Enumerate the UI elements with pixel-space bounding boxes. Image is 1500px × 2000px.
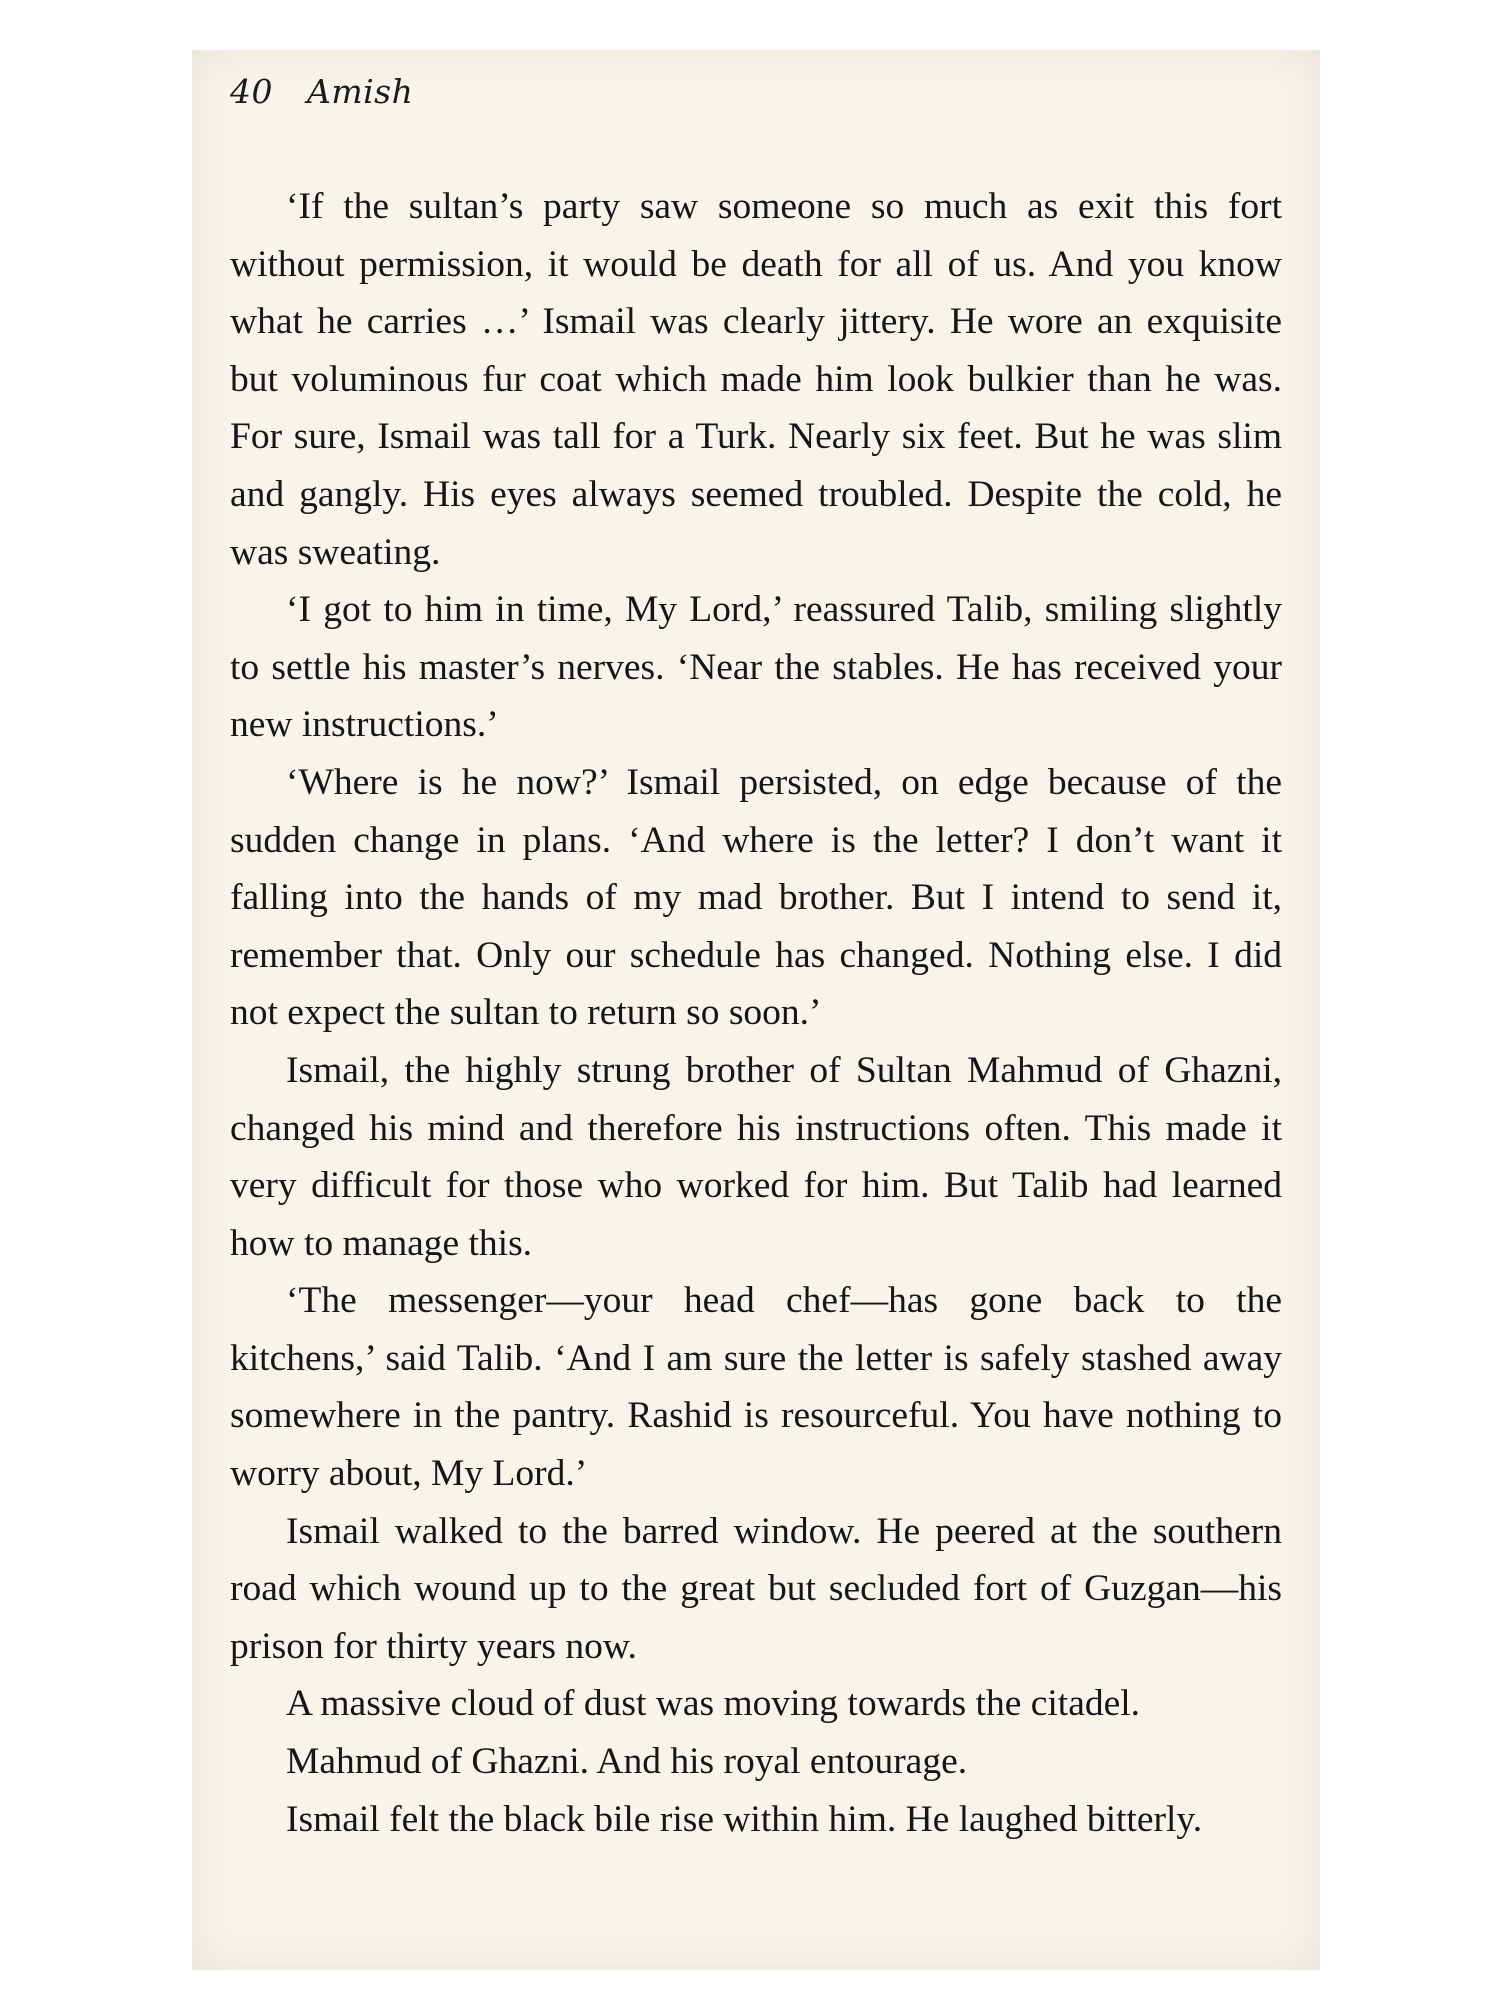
paragraph: Mahmud of Ghazni. And his royal entourage. bbox=[286, 1741, 968, 1783]
body-text bbox=[230, 178, 1282, 1848]
paragraph: Ismail, the highly strung brother of Sultan Mahmud of Ghazni, changed his mind and therefore his instructions often. This made it very difficult for those who worked for him. But Talib had learned how to manage this. bbox=[230, 1049, 1282, 1264]
paragraph: ‘If the sultan’s party saw someone so much as exit this fort without permission, it would be death for all of us. And you know what he carries …’ Ismail was clearly jittery. He wore an exquisite but voluminous fur coat which made him look bulkier than he was. For sure, Ismail was tall for a Turk. Nearly six feet. But he was slim and gangly. His eyes always seemed troubled. Despite the cold, he was sweating. bbox=[230, 186, 1282, 573]
paragraph: ‘Where is he now?’ Ismail persisted, on edge because of the sudden change in plans. ‘And where is the letter? I don’t want it falling into the hands of my mad brother. But I intend to send it, remember that. Only our schedule has changed. Nothing else. I did not expect the sultan to return so soon.’ bbox=[230, 761, 1282, 1034]
running-header bbox=[230, 72, 413, 111]
paragraph: A massive cloud of dust was moving towards the citadel. bbox=[286, 1683, 1141, 1725]
book-page bbox=[192, 50, 1320, 1970]
paragraph: ‘The messenger—your head chef—has gone back to the kitchens,’ said Talib. ‘And I am sure the letter is safely stashed away somewhere in the pantry. Rashid is resourceful. You have nothing to worry about, My Lord.’ bbox=[230, 1280, 1282, 1495]
running-head-author: Amish bbox=[307, 72, 414, 111]
paragraph: ‘I got to him in time, My Lord,’ reassured Talib, smiling slightly to settle his master’s nerves. ‘Near the stables. He has received your new instructions.’ bbox=[230, 589, 1282, 746]
paragraph: Ismail walked to the barred window. He peered at the southern road which wound up to the great but secluded fort of Guzgan—his prison for thirty years now. bbox=[230, 1510, 1282, 1667]
page-number: 40 bbox=[230, 72, 273, 111]
paragraph: Ismail felt the black bile rise within him. He laughed bitterly. bbox=[286, 1798, 1203, 1840]
